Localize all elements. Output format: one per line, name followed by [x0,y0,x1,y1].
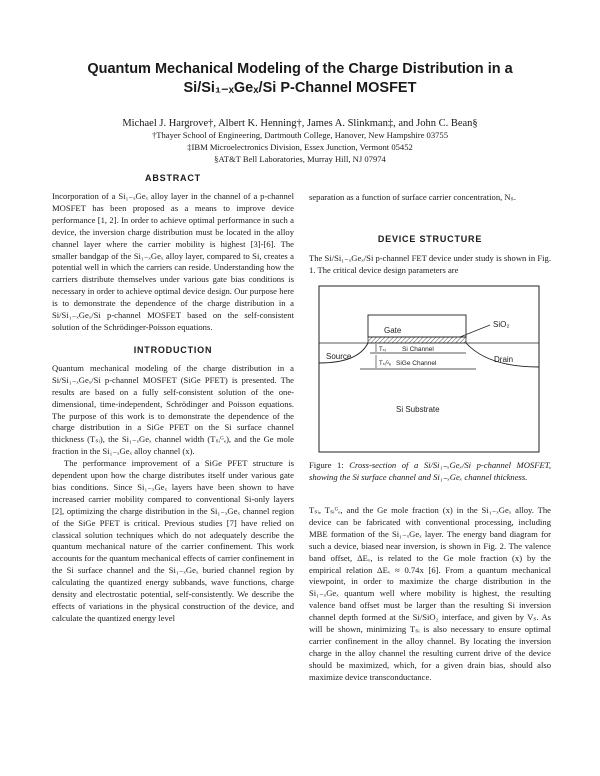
device-structure-heading: DEVICE STRUCTURE [377,234,483,244]
title-line-2: Si/Si₁₋ₓGeₓ/Si P-Channel MOSFET [183,80,417,96]
title-line-1: Quantum Mechanical Modeling of the Charge Distribution in a [87,61,513,77]
caption-text: Cross-section of a Si/Si₁₋ₓGeₓ/Si p-channel MOSFET, showing the Si surface channel and Si₁₋ₓGeₓ channel thickness. [309,460,551,482]
drain-label: Drain [494,355,514,364]
right-column-continuation: separation as a function of surface carrier concentration, Nₛ. [309,192,516,202]
si-channel-label: Si Channel [402,346,434,353]
tsige-label: Tₛᵢᴳₑ [379,361,392,367]
sige-channel-label: SiGe Channel [396,360,437,367]
sio2-label: SiO₂ [493,320,510,329]
abstract-text: Incorporation of a Si₁₋ₓGeₓ alloy layer in the channel of a p-channel MOSFET has been proposed as a means to improve device performance [1, 2]. In order to achieve optimal performance in such a device, the inversion charge distribution must be located in the alloy channel layer where the carrier mobility is highest [3]-[6]. The smaller bandgap of the Si₁₋ₓGeₓ alloy layer, compared to Si, creates a potential well in which the carriers can reside. Understanding how the carriers distribute themselves under various gate bias conditions is necessary in order to achieve optimal device design. Our purpose here is to demonstrate the dependence of the charge distribution in a Si/Si₁₋ₓGeₓ/Si p-channel MOSFET based on the self-consistent solution of the Schrödinger-Poisson equations. [52,191,294,332]
device-structure-paragraph-2: Tₛᵢ, Tₛᵢᴳₑ, and the Ge mole fraction (x) in the Si₁₋ₓGeₓ alloy. The device can be fabricated with conventional processing, including MBE formation of the Si₁₋ₓGeₓ layer. The energy band diagram for such a device, biased near inversion, is shown in Fig. 2. The valence band offset, ΔEᵥ, is related to the Ge mole fraction (x) by the empirical relation ΔEᵥ ≈ 0.74x [6]. From a quantum mechanical viewpoint, in order to maximize the charge distribution in the Si₁₋ₓGeₓ quantum well where mobility is highest, the resulting valence band offset must be larger than the resulting Si inversion channel depth formed at the Si/SiO₂ interface, and given by Vₛ. As will be shown, minimizing Tₛᵢ is also necessary to ensure optimal carrier confinement in the alloy channel. By locating the inversion charge in the alloy channel the resulting current drive of the device should be maximized, which, for a given drain bias, should also maximize device transconductance. [309,505,551,682]
introduction-paragraph-2: The performance improvement of a SiGe PFET structure is dependent upon how the charge distributes itself under various gate bias conditions. Since Si₁₋ₓGeₓ layers have been shown to have increased carrier mobility compared to conventional Si-only layers [2], optimizing the charge distribution in the Si₁₋ₓGeₓ channel region of the SiGe PFET is critical. Previous studies [7] have relied on classical solution techniques which do not adequately describe the quantum mechanical nature of the carrier confinement. This work accounts for the quantum mechanical effects of carrier confinement in the Si surface channel and the Si₁₋ₓGeₓ buried channel region by calculating the quantized energy subbands, wave functions, charge density and electrostatic potential, self-consistently. We describe the effects of variations in the physical construction of the device, and calculate the quantized energy level [52,458,294,623]
affiliation-ibm: ‡IBM Microelectronics Division, Essex Junction, Vermont 05452 [187,141,413,152]
affiliation-att: §AT&T Bell Laboratories, Murray Hill, NJ 07974 [214,153,386,164]
tsi-label: Tₛᵢ [379,347,386,353]
caption-prefix: Figure 1: [309,460,344,470]
substrate-label: Si Substrate [396,405,440,414]
left-column [52,170,294,625]
source-label: Source [326,352,352,361]
figure-1 [318,285,540,453]
affiliation-dartmouth: †Thayer School of Engineering, Dartmouth College, Hanover, New Hampshire 03755 [151,130,449,140]
introduction-paragraph-1: Quantum mechanical modeling of the charge distribution in a Si/Si₁₋ₓGeₓ/Si p-channel MOSFET (SiGe PFET) is presented. The results are based on a fully self-consistent solution of the one-dimensional, time-independent, Schrödinger and Poisson equations. The purpose of this work is to demonstrate the dependence of the charge distribution in a SiGe PFET on the Si surface channel thickness (Tₛᵢ), the Si₁₋ₓGeₓ channel width (Tₛᵢᴳₑ), and the Ge mole fraction in the Si₁₋ₓGeₓ alloy channel (x). [52,362,294,457]
device-structure-paragraph-1: The Si/Si₁₋ₓGeₓ/Si p-channel FET device under study is shown in Fig. 1. The critical device design parameters are [309,253,551,275]
sio2-leader-line [460,325,490,337]
oxide-layer [368,337,466,343]
paper-title [40,60,560,98]
abstract-heading: ABSTRACT [145,173,201,183]
gate-label: Gate [384,326,402,335]
figure-1-caption [309,460,551,484]
device-cross-section-diagram [318,285,540,453]
gate-block [368,315,466,337]
author-list: Michael J. Hargrove†, Albert K. Henning†, James A. Slinkman‡, and John C. Bean§ [122,118,478,129]
introduction-heading: INTRODUCTION [133,344,213,355]
affiliations [40,130,560,165]
